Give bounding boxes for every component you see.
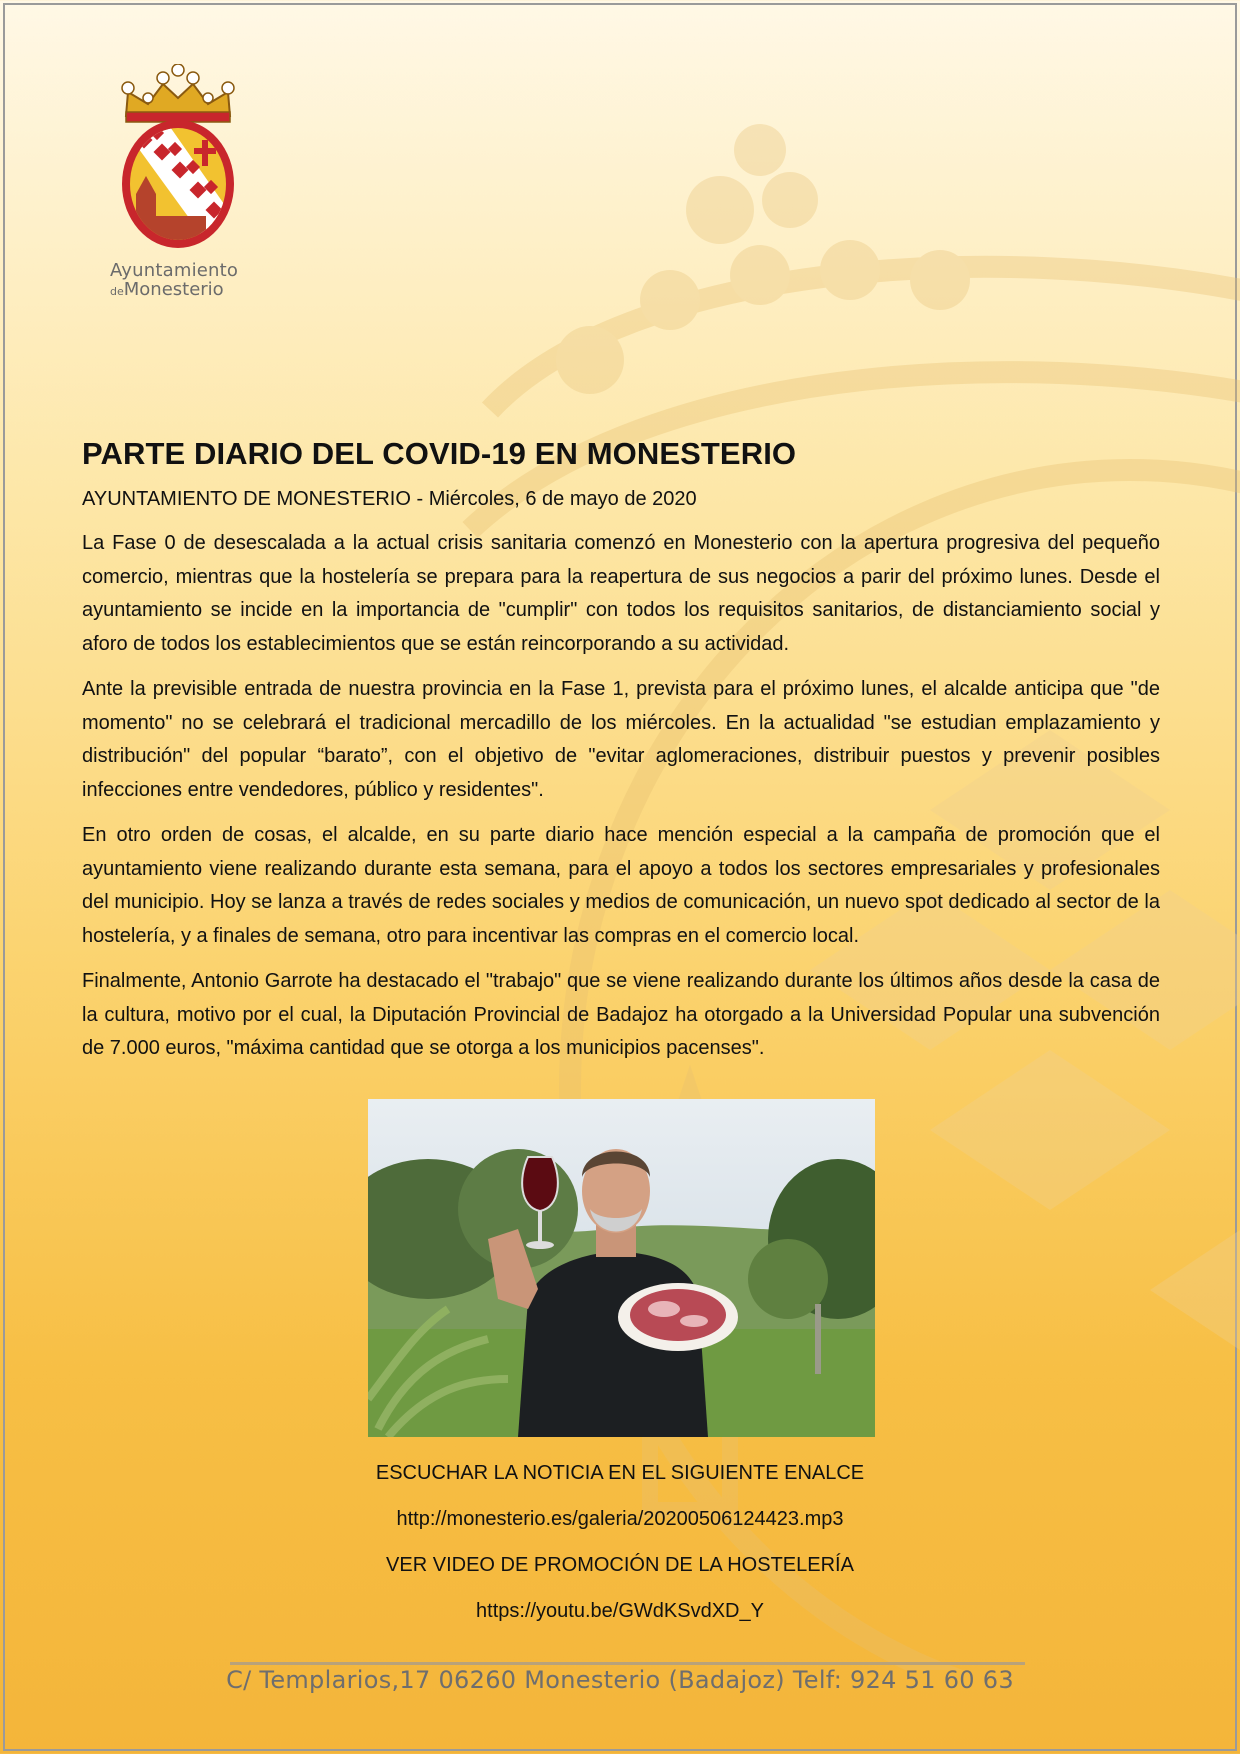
article-byline: AYUNTAMIENTO DE MONESTERIO - Miércoles, 6 de mayo de 2020 xyxy=(82,488,697,510)
logo-text-de: de xyxy=(110,285,124,298)
municipal-logo xyxy=(108,64,248,300)
audio-link-label: ESCUCHAR LA NOTICIA EN EL SIGUIENTE ENALCE xyxy=(375,1462,865,1484)
article xyxy=(82,436,1160,1078)
article-paragraph: La Fase 0 de desescalada a la actual crisis sanitaria comenzó en Monesterio con la apertura progresiva del pequeño comercio, mientras que la hostelería se prepara para la reapertura de sus negocios a parir del próximo lunes. Desde el ayuntamiento se incide en la importancia de "cumplir" con todos los requisitos sanitarios, de distanciamiento social y aforo de todos los establecimientos que se están reincorporando a su actividad. xyxy=(82,532,1160,655)
article-paragraph: En otro orden de cosas, el alcalde, en su parte diario hace mención especial a la campaña de promoción que el ayuntamiento viene realizando durante esta semana, para el apoyo a todos los sectores empresariales y profesionales del municipio. Hoy se lanza a través de redes sociales y medios de comunicación, un nuevo spot dedicado al sector de la hostelería, y a finales de semana, otro para incentivar las compras en el comercio local. xyxy=(82,824,1160,947)
audio-link[interactable]: http://monesterio.es/galeria/20200506124423.mp3 xyxy=(396,1508,844,1530)
logo-text-monesterio xyxy=(108,279,248,300)
video-link-label: VER VIDEO DE PROMOCIÓN DE LA HOSTELERÍA xyxy=(386,1554,854,1576)
photo-illustration xyxy=(368,1099,875,1437)
ham-plate-icon xyxy=(618,1283,738,1351)
article-title: PARTE DIARIO DEL COVID-19 EN MONESTERIO xyxy=(82,436,797,471)
crown-icon xyxy=(122,64,234,122)
coat-of-arms-icon xyxy=(108,64,248,254)
article-paragraph: Finalmente, Antonio Garrote ha destacado el "trabajo" que se viene realizando durante los últimos años desde la casa de la cultura, motivo por el cual, la Diputación Provincial de Badajoz ha otorgado a la Universidad Popular una subvención de 7.000 euros, "máxima cantidad que se otorga a los municipios pacenses". xyxy=(82,970,1160,1059)
logo-text-ayuntamiento: Ayuntamiento xyxy=(110,260,239,281)
footer-address: C/ Templarios,17 06260 Monesterio (Badajoz) Telf: 924 51 60 63 xyxy=(226,1666,1014,1694)
logo-text-town: Monesterio xyxy=(123,279,224,300)
article-paragraph: Ante la previsible entrada de nuestra provincia en la Fase 1, prevista para el próximo lunes, el alcalde anticipa que "de momento" no se celebrará el tradicional mercadillo de los miércoles. En la actualidad "se estudian emplazamiento y distribución" del popular “barato”, con el objetivo de "evitar aglomeraciones, distribuir puestos y prevenir posibles infecciones entre vendedores, público y residentes". xyxy=(82,678,1160,801)
links-section xyxy=(0,1458,1240,1642)
video-link[interactable]: https://youtu.be/GWdKSvdXD_Y xyxy=(476,1600,764,1622)
footer-divider xyxy=(230,1662,1025,1665)
mayor-photo xyxy=(368,1099,875,1437)
